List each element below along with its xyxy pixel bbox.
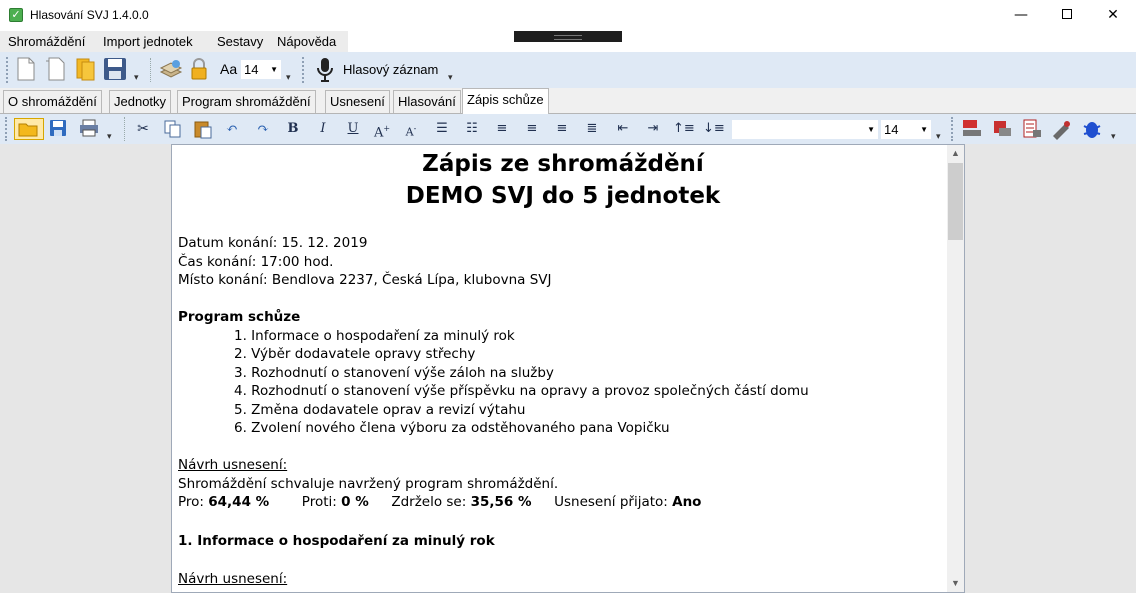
vote-pro-value: 64,44 % <box>208 494 270 510</box>
program-item: 2. Výběr dodavatele opravy střechy <box>234 346 476 362</box>
vote-zdrzelo-label: Zdrželo se: <box>391 494 467 510</box>
main-toolbar <box>0 52 1136 88</box>
chevron-down-icon: ▼ <box>270 65 278 74</box>
copy-document-icon[interactable] <box>44 57 66 81</box>
line-spacing-down-icon[interactable]: ↓≡ <box>703 121 725 136</box>
bullet-list-icon[interactable]: ☰ <box>436 121 448 136</box>
numbered-list-icon[interactable]: ☷ <box>466 121 478 136</box>
vote-zdrzelo-value: 35,56 % <box>470 494 532 510</box>
insert-signature-icon[interactable] <box>1051 118 1073 140</box>
vote-proti-value: 0 % <box>341 494 369 510</box>
align-center-icon[interactable]: ≡ <box>526 121 538 136</box>
import-stack-icon[interactable] <box>159 58 183 80</box>
font-grow-icon[interactable]: A+ <box>373 124 391 141</box>
place-line: Místo konání: Bendlova 2237, Česká Lípa, klubovna SVJ <box>178 272 552 288</box>
vote-result-value: Ano <box>672 494 702 510</box>
document-editor[interactable] <box>171 144 965 593</box>
date-line: Datum konání: 15. 12. 2019 <box>178 235 368 251</box>
overflow-arrow-icon[interactable]: ▾ <box>448 72 453 82</box>
new-document-icon[interactable] <box>16 57 36 81</box>
time-line: Čas konání: 17:00 hod. <box>178 253 334 270</box>
tab-o-shromazdeni[interactable]: O shromáždění <box>3 90 102 113</box>
align-left-icon[interactable]: ≡ <box>496 121 508 136</box>
menu-shromazdeni[interactable]: Shromáždění <box>8 34 86 49</box>
align-right-icon[interactable]: ≡ <box>556 121 568 136</box>
drag-handle[interactable] <box>514 31 622 42</box>
voice-record-button[interactable]: Hlasový záznam <box>343 62 439 77</box>
window-title: Hlasování SVJ 1.4.0.0 <box>30 8 149 22</box>
editor-toolbar <box>0 114 1136 144</box>
vote-results <box>178 493 948 512</box>
open-folder-icon[interactable] <box>74 57 96 81</box>
vote-result-label: Usnesení přijato: <box>554 494 668 510</box>
bold-icon[interactable]: B <box>287 121 299 136</box>
print-icon[interactable] <box>79 119 99 137</box>
toolbar-grip-icon[interactable] <box>5 117 8 141</box>
vote-pro-label: Pro: <box>178 494 204 510</box>
tab-usneseni[interactable]: Usnesení <box>325 90 390 113</box>
overflow-arrow-icon[interactable]: ▾ <box>107 131 112 141</box>
close-icon: ✕ <box>1107 7 1119 23</box>
open-file-icon[interactable] <box>14 118 44 140</box>
indent-decrease-icon[interactable]: ⇤ <box>617 121 629 136</box>
toolbar-grip-icon[interactable] <box>6 57 9 83</box>
program-item: 6. Zvolení nového člena výboru za odstěhovaného pana Vopičku <box>234 420 670 436</box>
scroll-thumb[interactable] <box>948 163 963 240</box>
font-prefix-label: Aa <box>220 61 238 77</box>
minimize-button[interactable] <box>998 0 1044 31</box>
chevron-down-icon: ▼ <box>867 125 875 134</box>
undo-icon[interactable]: ↶ <box>226 121 238 137</box>
scroll-up-icon[interactable]: ▲ <box>951 148 960 158</box>
menu-napoveda[interactable]: Nápověda <box>277 34 337 49</box>
tab-program-shromazdeni[interactable]: Program shromáždění <box>177 90 316 113</box>
font-size-value: 14 <box>884 122 899 137</box>
tab-hlasovani[interactable]: Hlasování <box>393 90 461 113</box>
overflow-arrow-icon[interactable]: ▾ <box>286 72 291 82</box>
document-subtitle: DEMO SVJ do 5 jednotek <box>405 183 721 209</box>
font-shrink-icon[interactable]: A- <box>405 124 417 139</box>
maximize-button[interactable] <box>1044 0 1090 31</box>
program-item: 3. Rozhodnutí o stanovení výše záloh na služby <box>234 364 554 381</box>
copy-icon[interactable] <box>164 120 182 138</box>
maximize-icon <box>1062 9 1072 19</box>
proposal-heading: Návrh usnesení: <box>178 457 288 473</box>
scroll-down-icon[interactable]: ▼ <box>951 578 960 588</box>
minimize-icon: — <box>1014 7 1028 23</box>
overflow-arrow-icon[interactable]: ▾ <box>134 72 139 82</box>
insert-time-icon[interactable] <box>961 118 983 140</box>
toolbar-grip-icon[interactable] <box>302 57 305 83</box>
chevron-down-icon: ▼ <box>920 125 928 134</box>
font-size-value: 14 <box>244 62 259 77</box>
menu-sestavy[interactable]: Sestavy <box>217 34 264 49</box>
font-size-combo[interactable] <box>240 59 282 80</box>
insert-table-icon[interactable] <box>1021 118 1043 140</box>
overflow-arrow-icon[interactable]: ▾ <box>936 131 941 141</box>
underline-icon[interactable]: U <box>347 121 359 136</box>
save-icon[interactable] <box>49 119 67 137</box>
save-icon[interactable] <box>103 57 127 81</box>
insert-stamp-icon[interactable] <box>991 118 1013 140</box>
tab-strip <box>0 88 1136 114</box>
proposal-heading: Návrh usnesení: <box>178 571 288 587</box>
overflow-arrow-icon[interactable]: ▾ <box>1111 131 1116 141</box>
vertical-scrollbar[interactable] <box>947 145 964 592</box>
lock-icon[interactable] <box>190 58 208 80</box>
redo-icon[interactable]: ↷ <box>257 121 269 137</box>
align-justify-icon[interactable]: ≣ <box>586 121 598 136</box>
tab-jednotky[interactable]: Jednotky <box>109 90 171 113</box>
indent-increase-icon[interactable]: ⇥ <box>647 121 659 136</box>
cut-icon[interactable]: ✂ <box>137 121 149 137</box>
proposal-text: Shromáždění schvaluje navržený program shromáždění. <box>178 475 559 492</box>
toolbar-grip-icon[interactable] <box>951 117 954 141</box>
microphone-icon[interactable] <box>316 57 334 83</box>
menu-import-jednotek[interactable]: Import jednotek <box>103 34 193 49</box>
program-item: 4. Rozhodnutí o stanovení výše příspěvku na opravy a provoz společných částí domu <box>234 383 809 399</box>
document-title: Zápis ze shromáždění <box>422 151 704 177</box>
line-spacing-up-icon[interactable]: ↑≡ <box>673 121 695 136</box>
italic-icon[interactable]: I <box>320 121 326 136</box>
close-button[interactable] <box>1090 0 1136 31</box>
font-size-combo[interactable] <box>880 119 932 140</box>
spellcheck-bug-icon[interactable] <box>1081 118 1103 140</box>
app-checkbox-icon: ✓ <box>9 8 23 22</box>
program-heading: Program schůze <box>178 309 301 325</box>
tab-zapis-schuze[interactable]: Zápis schůze <box>462 88 549 114</box>
program-item: 5. Změna dodavatele oprav a revizí výtahu <box>234 401 526 418</box>
title-bar <box>0 0 1136 31</box>
paste-icon[interactable] <box>193 119 213 139</box>
program-item: 1. Informace o hospodaření za minulý rok <box>234 327 515 344</box>
vote-proti-label: Proti: <box>301 494 337 510</box>
font-name-combo[interactable] <box>731 119 879 140</box>
section-heading: 1. Informace o hospodaření za minulý rok <box>178 532 495 549</box>
